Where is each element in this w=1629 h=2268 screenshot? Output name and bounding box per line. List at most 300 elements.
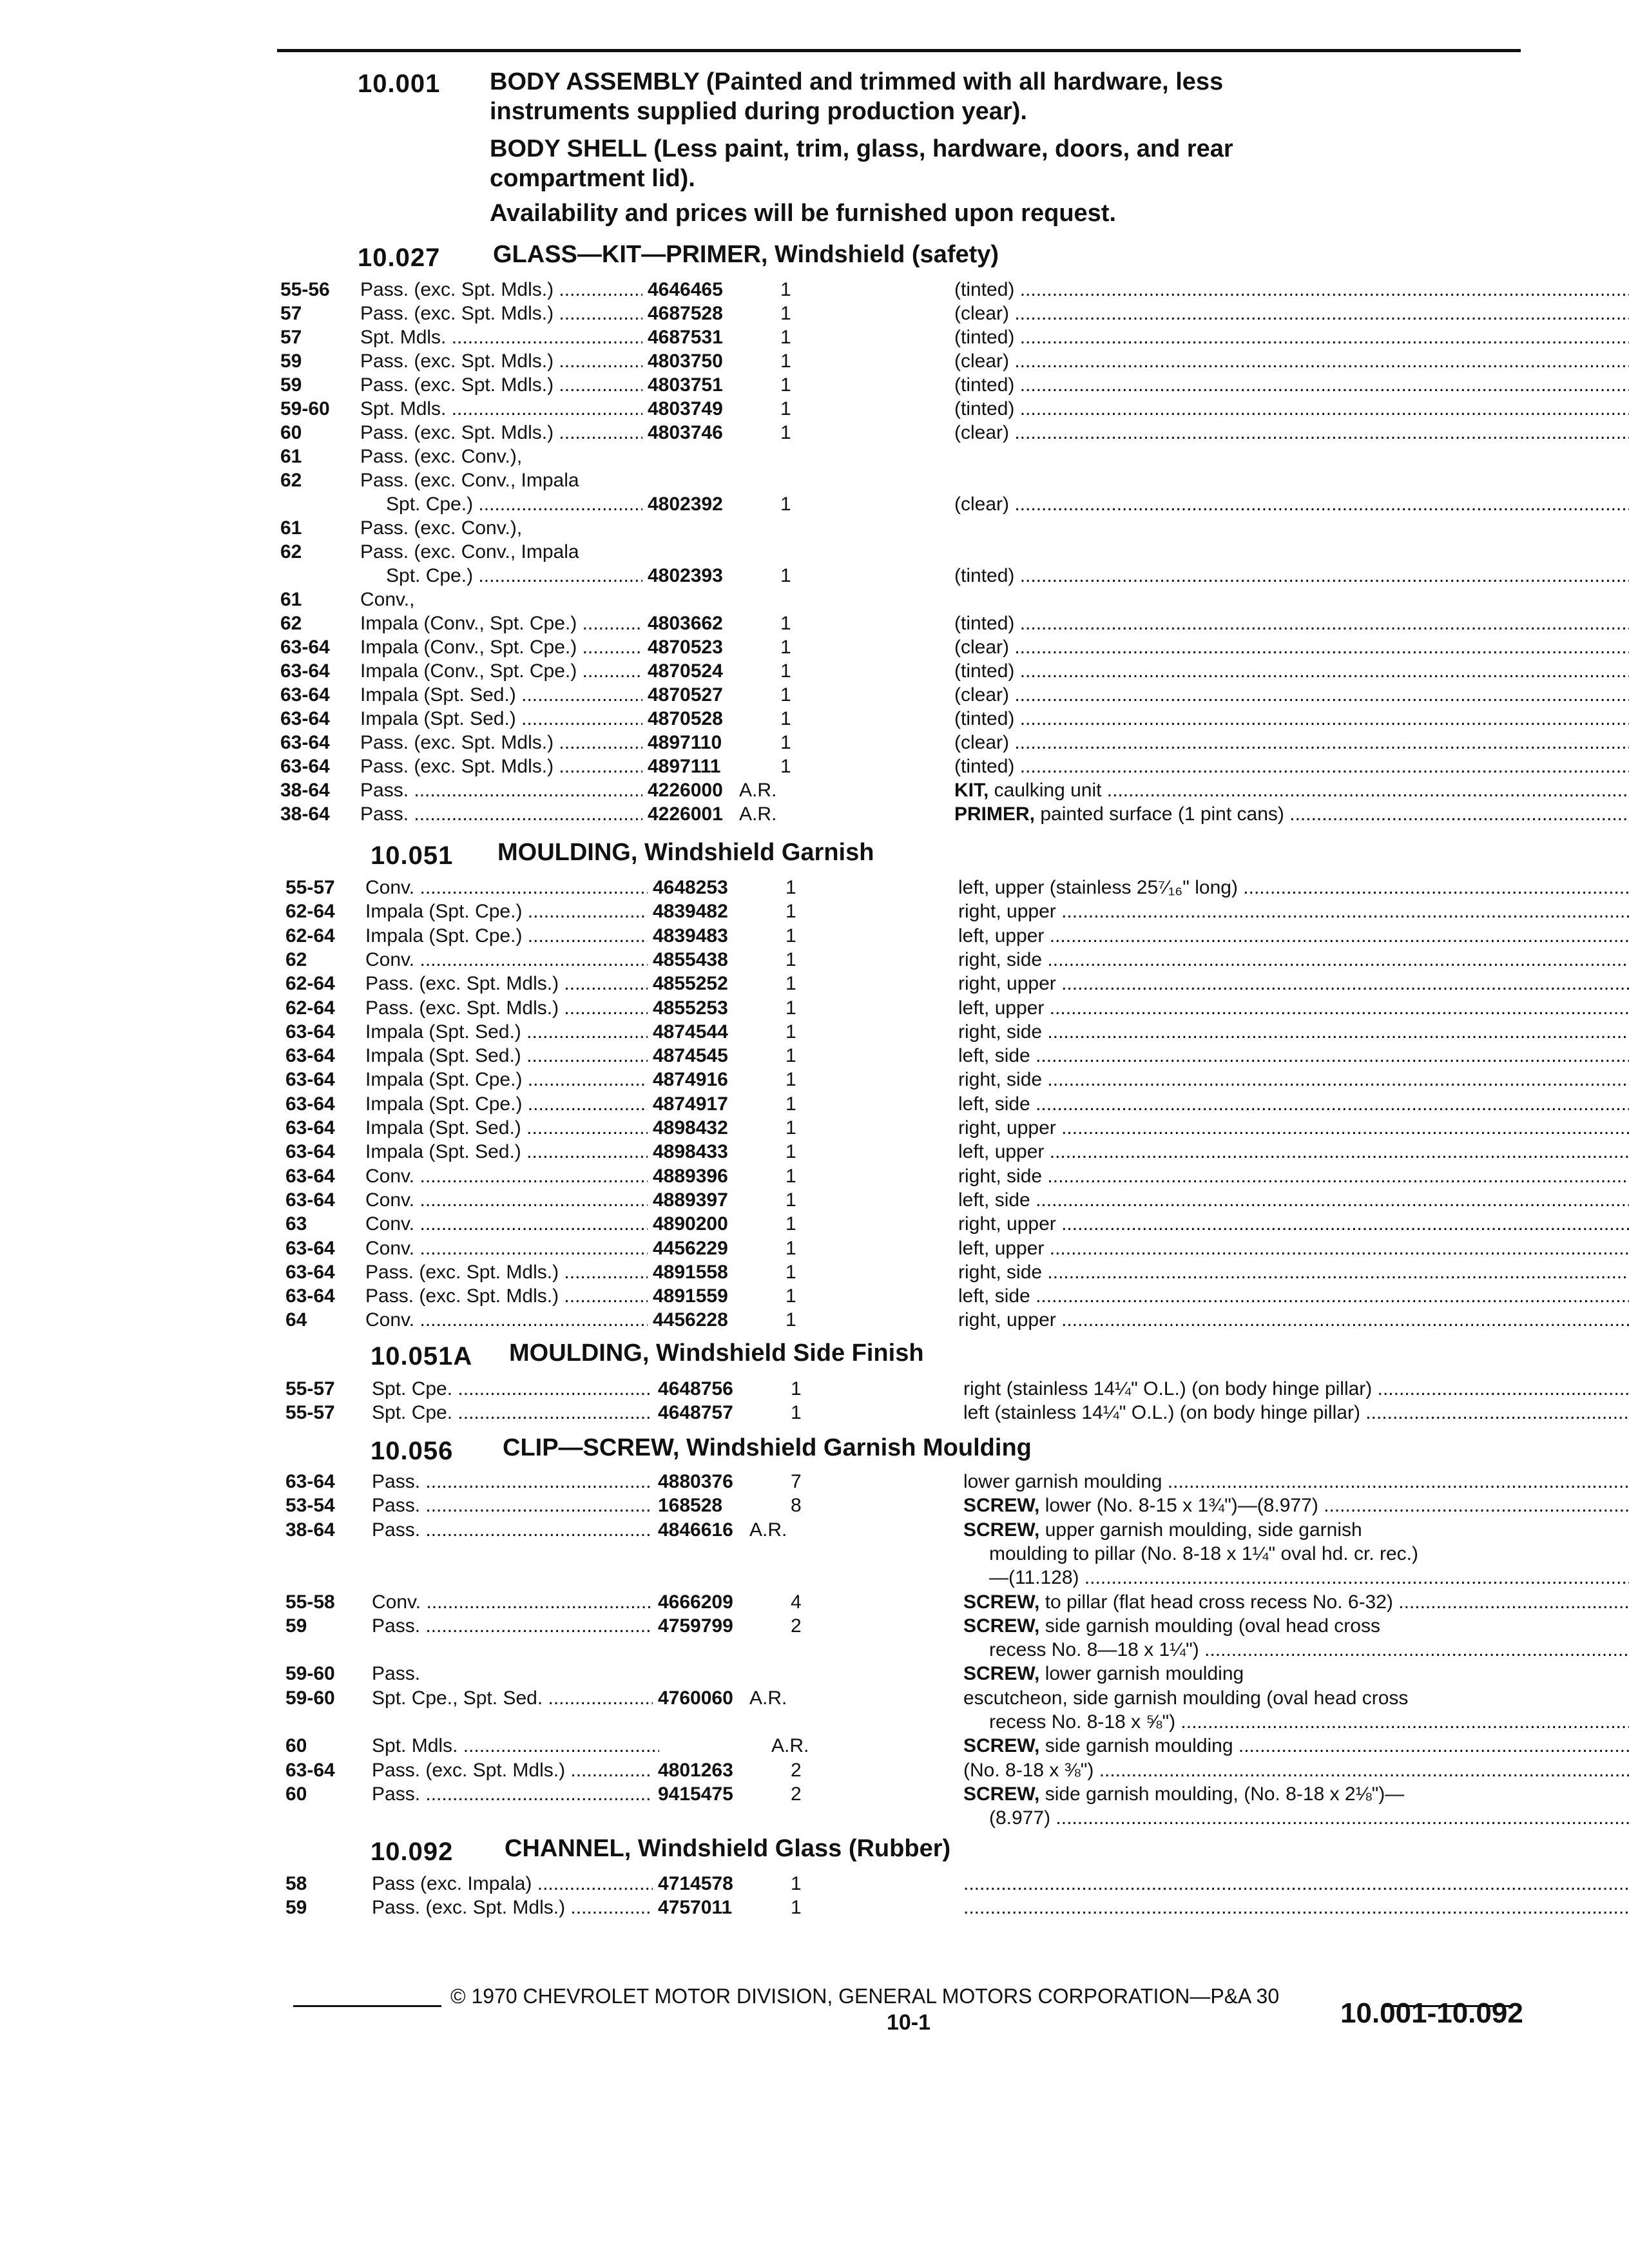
model-year: 64 [285, 1309, 307, 1331]
model-description: Conv. ..... [365, 1237, 654, 1260]
part-number: 4760060 [653, 1687, 733, 1710]
model-year: 59 [280, 374, 302, 396]
part-number: 4646465 [642, 278, 723, 302]
model-year: 63 [285, 1213, 307, 1235]
model-year: 60 [285, 1783, 307, 1805]
quantity: 1 [780, 660, 791, 682]
part-notes [963, 1896, 1629, 1919]
part-notes [963, 1591, 1629, 1614]
part-notes [958, 972, 1629, 995]
section-title: GLASS—KIT—PRIMER, Windshield (safety) [493, 241, 999, 268]
quantity: 1 [786, 1117, 796, 1139]
quantity: 2 [791, 1759, 802, 1781]
part-notes [958, 1068, 1629, 1091]
model-year: 63-64 [280, 684, 330, 706]
model-description: Pass. ..... [360, 779, 649, 802]
model-description: Conv. ..... [365, 876, 654, 899]
part-notes [954, 612, 1629, 635]
part-notes [954, 803, 1629, 826]
model-year: 53-54 [285, 1495, 335, 1517]
part-number: 4890200 [648, 1213, 728, 1236]
model-description: Conv. ..... [365, 1309, 654, 1332]
quantity: 4 [791, 1591, 802, 1613]
quantity: A.R. [771, 1735, 809, 1757]
part-number: 168528 [653, 1494, 722, 1517]
top-rule [277, 49, 1521, 52]
note-text: to pillar (flat head cross recess No. 6-32) [1039, 1591, 1393, 1613]
part-number: 4870528 [642, 707, 723, 731]
part-notes [958, 1117, 1629, 1140]
quantity: 7 [791, 1471, 802, 1492]
part-notes [954, 684, 1629, 707]
quantity: 1 [786, 877, 796, 898]
part-notes [958, 1261, 1629, 1284]
note-text: (clear) [954, 494, 1010, 515]
note-text: recess No. 8-18 x ⅝") [989, 1711, 1176, 1733]
section-title [490, 67, 1521, 126]
note-text: (clear) [954, 422, 1010, 443]
model-description: Impala (Spt. Sed.) ..... [365, 1044, 654, 1068]
model-year: 63-64 [285, 1471, 335, 1492]
part-notes [963, 1662, 1629, 1686]
note-text: lower garnish moulding [1039, 1663, 1244, 1685]
part-number: 4757011 [653, 1896, 732, 1919]
part-number: 4839483 [648, 925, 728, 948]
model-year: 63-64 [285, 1021, 335, 1043]
part-number: 4870527 [642, 684, 723, 707]
model-description: Impala (Spt. Cpe.) ..... [365, 1068, 654, 1091]
part-notes [958, 1093, 1629, 1116]
note-text: right, side [958, 948, 1043, 970]
footer-rule-left [293, 2005, 441, 2007]
part-number: 4839482 [648, 900, 728, 923]
part-number: 4803751 [642, 374, 723, 397]
part-number: 4889397 [648, 1189, 728, 1212]
model-year: 38-64 [280, 803, 330, 825]
part-notes [954, 731, 1629, 754]
note-text: painted surface (1 pint cans) [1035, 803, 1284, 825]
note-text: left, upper [958, 997, 1045, 1019]
part-notes [958, 1165, 1629, 1188]
note-text: caulking unit [988, 780, 1102, 801]
model-year: 63-64 [285, 1117, 335, 1139]
part-number: 4666209 [653, 1591, 733, 1614]
part-notes [958, 997, 1629, 1020]
model-description: Conv. ..... [372, 1591, 659, 1614]
model-description: Spt. Mdls. ..... [372, 1735, 659, 1758]
part-number: 4855438 [648, 948, 728, 972]
part-notes [958, 1021, 1629, 1044]
note-keyword: KIT, [954, 780, 989, 801]
model-description: Impala (Spt. Cpe.) ..... [365, 900, 654, 923]
section-number: 10.056 [371, 1437, 454, 1465]
part-notes [954, 374, 1629, 397]
quantity: 1 [786, 997, 796, 1019]
model-description: Spt. Mdls. ..... [360, 326, 649, 349]
note-text: (clear) [954, 351, 1010, 372]
part-number: 4759799 [653, 1615, 733, 1638]
part-notes [958, 900, 1629, 923]
part-number: 4802392 [642, 493, 723, 516]
quantity: 1 [780, 374, 791, 396]
quantity: 1 [786, 1261, 796, 1283]
model-description: Spt. Cpe.) ..... [386, 564, 649, 588]
part-notes [989, 1542, 1629, 1566]
model-description: Pass. ..... [372, 1519, 659, 1542]
section-number: 10.051 [371, 841, 454, 870]
note-text: right, upper [958, 1309, 1056, 1331]
model-year: 62-64 [285, 997, 335, 1019]
model-description: Conv. ..... [365, 1189, 654, 1212]
note-text: (tinted) [954, 565, 1015, 586]
part-number: 4870523 [642, 636, 723, 659]
note-keyword: PRIMER, [954, 803, 1036, 825]
parts-row [280, 469, 1629, 492]
model-description: Conv., [360, 589, 415, 610]
model-description: Conv. ..... [365, 1213, 654, 1236]
quantity: 1 [780, 494, 791, 515]
model-year: 62-64 [285, 925, 335, 947]
part-number: 4897110 [642, 731, 722, 754]
model-year: 55-57 [285, 1402, 335, 1423]
note-text: left, side [958, 1189, 1030, 1211]
note-keyword: SCREW, [963, 1735, 1040, 1757]
part-number: 4898433 [648, 1140, 728, 1164]
note-text: right, side [958, 1069, 1043, 1091]
section-range: 10.001-10.092 [1340, 1997, 1523, 2029]
part-notes [954, 636, 1629, 659]
part-number: 4874545 [648, 1044, 728, 1068]
note-text: left, upper [958, 1237, 1045, 1259]
model-description: Pass. ..... [360, 803, 649, 826]
part-notes [963, 1783, 1629, 1806]
quantity: 1 [786, 1213, 796, 1235]
model-description: Pass. (exc. Spt. Mdls.) ..... [360, 374, 649, 397]
model-description: Impala (Conv., Spt. Cpe.) ..... [360, 636, 649, 659]
note-text: (clear) [954, 684, 1010, 706]
quantity: A.R. [749, 1687, 787, 1709]
model-description: Pass. (exc. Spt. Mdls.) ..... [365, 972, 654, 995]
part-number: 4874544 [648, 1021, 728, 1044]
quantity: 1 [786, 1069, 796, 1091]
note-line: BODY SHELL (Less paint, trim, glass, hardware, doors, and rear [490, 135, 1233, 162]
model-year: 62 [280, 541, 302, 562]
model-description: Spt. Mdls. ..... [360, 398, 649, 421]
quantity: 1 [780, 398, 791, 419]
part-notes [989, 1639, 1629, 1662]
quantity: 1 [791, 1402, 802, 1423]
part-notes [958, 1044, 1629, 1068]
part-number: 4648253 [648, 876, 728, 899]
note-text: moulding to pillar (No. 8-18 x 1¼" oval hd. cr. rec.) [989, 1542, 1418, 1564]
part-notes [963, 1759, 1629, 1782]
model-year: 63-64 [285, 1165, 335, 1187]
quantity: 1 [786, 1093, 796, 1115]
model-year: 63-64 [280, 732, 330, 753]
part-number: 4870524 [642, 660, 723, 683]
availability-note: Availability and prices will be furnished upon request. [490, 200, 1117, 227]
part-notes [989, 1807, 1629, 1830]
note-text: side garnish moulding (oval head cross [1039, 1615, 1380, 1637]
note-text: left, upper [958, 925, 1045, 947]
part-number: 4648756 [653, 1378, 733, 1401]
model-year: 55-56 [280, 279, 330, 300]
note-text: right, upper [958, 973, 1056, 995]
section-number: 10.027 [358, 244, 441, 272]
model-year: 60 [285, 1735, 307, 1757]
part-number: 4889396 [648, 1165, 728, 1188]
quantity: 2 [791, 1615, 802, 1637]
part-notes [954, 660, 1629, 683]
part-notes [958, 1237, 1629, 1260]
part-number: 4801263 [653, 1759, 733, 1782]
quantity: A.R. [739, 780, 777, 801]
quantity: 1 [780, 351, 791, 372]
part-number: 4687531 [642, 326, 723, 349]
parts-row [280, 445, 1629, 468]
part-notes [958, 876, 1629, 899]
model-description: Pass. (exc. Spt. Mdls.) ..... [360, 731, 649, 754]
model-description: Conv. ..... [365, 948, 654, 972]
model-description: Pass. (exc. Spt. Mdls.) ..... [365, 997, 654, 1020]
note-text: (No. 8-18 x ⅜") [963, 1759, 1094, 1781]
part-notes [958, 1140, 1629, 1164]
part-notes [963, 1735, 1629, 1758]
quantity: 1 [786, 948, 796, 970]
model-year: 63-64 [280, 660, 330, 682]
part-number: 4226001 [642, 803, 723, 826]
quantity: 1 [786, 1141, 796, 1163]
section-note [490, 134, 1521, 193]
note-text: (tinted) [954, 398, 1015, 419]
part-number: 4855252 [648, 972, 728, 995]
model-year: 62 [280, 613, 302, 634]
part-number: 4898432 [648, 1117, 728, 1140]
model-description: Pass. ..... [372, 1615, 659, 1638]
quantity: 1 [780, 637, 791, 658]
quantity: 1 [786, 1237, 796, 1259]
model-year: 55-57 [285, 877, 335, 898]
model-description: Spt. Cpe.) ..... [386, 493, 649, 516]
model-description: Impala (Spt. Sed.) ..... [365, 1140, 654, 1164]
model-description: Impala (Spt. Sed.) ..... [365, 1117, 654, 1140]
parts-row [280, 588, 1629, 611]
model-year: 38-64 [280, 780, 330, 801]
quantity: 1 [791, 1897, 802, 1918]
model-year: 58 [285, 1873, 307, 1894]
parts-row [280, 517, 1629, 540]
note-text: (tinted) [954, 613, 1015, 634]
part-notes [963, 1494, 1629, 1517]
part-number: 4874917 [648, 1093, 728, 1116]
model-year: 63-64 [285, 1069, 335, 1091]
model-description: Impala (Spt. Sed.) ..... [360, 684, 649, 707]
model-year: 63-64 [285, 1045, 335, 1067]
model-description: Spt. Cpe. ..... [372, 1401, 659, 1425]
model-year: 59-60 [285, 1663, 335, 1685]
quantity: 1 [786, 1189, 796, 1211]
model-year: 61 [280, 446, 302, 467]
part-notes [963, 1519, 1629, 1542]
model-description: Pass. ..... [372, 1470, 659, 1494]
quantity: 1 [786, 901, 796, 923]
part-notes [954, 493, 1629, 516]
parts-row [280, 541, 1629, 564]
quantity: 1 [791, 1378, 802, 1399]
part-number: 9415475 [653, 1783, 733, 1806]
part-number: 4456228 [648, 1309, 728, 1332]
section-title: CHANNEL, Windshield Glass (Rubber) [505, 1835, 951, 1862]
note-text: (tinted) [954, 660, 1015, 682]
title-line: instruments supplied during production year). [490, 98, 1027, 125]
quantity: 8 [791, 1495, 802, 1517]
part-number: 4803662 [642, 612, 723, 635]
quantity: 1 [780, 613, 791, 634]
section-number: 10.051A [371, 1342, 473, 1370]
part-number: 4897111 [642, 755, 720, 778]
model-description: Pass. (exc. Spt. Mdls.) ..... [360, 755, 649, 778]
quantity: 1 [791, 1873, 802, 1894]
part-notes [958, 1189, 1629, 1212]
part-number: 4803749 [642, 398, 723, 421]
model-description: Impala (Spt. Cpe.) ..... [365, 925, 654, 948]
note-text: left (stainless 14¼" O.L.) (on body hinge pillar) [963, 1402, 1360, 1423]
part-number: 4891559 [648, 1285, 728, 1308]
section-title: MOULDING, Windshield Garnish [497, 839, 874, 866]
model-year: 57 [280, 303, 302, 324]
part-number: 4802393 [642, 564, 723, 588]
model-year: 62 [285, 948, 307, 970]
part-notes [989, 1711, 1629, 1734]
quantity: 1 [780, 684, 791, 706]
model-description: Spt. Cpe., Spt. Sed. ..... [372, 1687, 659, 1710]
note-text: right, upper [958, 901, 1056, 923]
model-description: Impala (Spt. Sed.) ..... [360, 707, 649, 731]
model-description: Impala (Conv., Spt. Cpe.) ..... [360, 612, 649, 635]
note-text: (clear) [954, 303, 1010, 324]
note-keyword: SCREW, [963, 1615, 1040, 1637]
model-description: Pass. [372, 1663, 421, 1685]
part-notes [958, 1285, 1629, 1308]
note-text: upper garnish moulding, side garnish [1039, 1519, 1362, 1541]
model-year: 59 [285, 1615, 307, 1637]
note-text: (clear) [954, 637, 1010, 658]
quantity: 1 [786, 973, 796, 995]
part-number: 4855253 [648, 997, 728, 1020]
part-notes [954, 278, 1629, 302]
model-description: Impala (Spt. Cpe.) ..... [365, 1093, 654, 1116]
quantity: 2 [791, 1783, 802, 1805]
model-year: 55-57 [285, 1378, 335, 1399]
note-text: —(11.128) [989, 1567, 1079, 1589]
note-text: lower garnish moulding [963, 1471, 1162, 1492]
model-description: Pass. (exc. Spt. Mdls.) ..... [360, 350, 649, 373]
quantity: A.R. [749, 1519, 787, 1541]
quantity: 1 [786, 925, 796, 947]
model-year: 63-64 [285, 1261, 335, 1283]
model-year: 63-64 [285, 1093, 335, 1115]
model-year: 61 [280, 517, 302, 539]
part-number: 4456229 [648, 1237, 728, 1260]
part-notes [954, 350, 1629, 373]
model-year: 62-64 [285, 901, 335, 923]
model-year: 63-64 [280, 756, 330, 777]
quantity: 1 [786, 1021, 796, 1043]
part-notes [954, 755, 1629, 778]
note-text: left, upper [958, 1141, 1045, 1163]
model-description: Pass. ..... [372, 1783, 659, 1806]
model-year: 63-64 [280, 637, 330, 658]
part-notes [963, 1872, 1629, 1896]
note-text: right, side [958, 1165, 1043, 1187]
part-notes [954, 398, 1629, 421]
part-notes [963, 1615, 1629, 1638]
model-year: 63-64 [285, 1237, 335, 1259]
model-year: 63-64 [285, 1189, 335, 1211]
model-year: 57 [280, 327, 302, 348]
model-year: 62-64 [285, 973, 335, 995]
quantity: 1 [780, 565, 791, 586]
model-description: Pass (exc. Impala) ..... [372, 1872, 659, 1896]
model-year: 63-64 [285, 1141, 335, 1163]
part-notes [958, 925, 1629, 948]
quantity: 1 [786, 1309, 796, 1331]
note-text: right, upper [958, 1117, 1056, 1139]
note-text: left, side [958, 1045, 1030, 1067]
section-title: MOULDING, Windshield Side Finish [509, 1340, 924, 1367]
part-number: 4874916 [648, 1068, 728, 1091]
copyright-text: © 1970 CHEVROLET MOTOR DIVISION, GENERAL MOTORS CORPORATION—P&A 30 [450, 1984, 1280, 2008]
part-notes [954, 326, 1629, 349]
model-year: 60 [280, 422, 302, 443]
part-notes [963, 1401, 1629, 1425]
model-year: 63-64 [280, 708, 330, 729]
note-text: right, side [958, 1261, 1043, 1283]
part-notes [963, 1470, 1629, 1494]
model-year: 59 [280, 351, 302, 372]
model-year: 59-60 [280, 398, 330, 419]
note-line: compartment lid). [490, 165, 695, 192]
model-year: 61 [280, 589, 302, 610]
part-notes [958, 1213, 1629, 1236]
model-year: 62 [280, 470, 302, 491]
part-notes [958, 1309, 1629, 1332]
model-description: Pass. ..... [372, 1494, 659, 1517]
part-number: 4891558 [648, 1261, 728, 1284]
note-text: left, upper (stainless 25⁷⁄₁₆" long) [958, 877, 1238, 898]
model-description: Pass. (exc. Spt. Mdls.) ..... [365, 1261, 654, 1284]
note-text: (tinted) [954, 279, 1015, 300]
model-description: Pass. (exc. Conv., Impala [360, 541, 579, 562]
model-description: Pass. (exc. Spt. Mdls.) ..... [365, 1285, 654, 1308]
quantity: 1 [786, 1285, 796, 1307]
model-description: Pass. (exc. Spt. Mdls.) ..... [360, 421, 649, 445]
quantity: 1 [780, 756, 791, 777]
quantity: 1 [780, 708, 791, 729]
note-text: side garnish moulding [1039, 1735, 1233, 1757]
note-text: escutcheon, side garnish moulding (oval head cross [963, 1687, 1409, 1709]
model-year: 59 [285, 1897, 307, 1918]
note-text: right, side [958, 1021, 1043, 1043]
part-number: 4803746 [642, 421, 723, 445]
quantity: 1 [786, 1045, 796, 1067]
model-description: Impala (Spt. Sed.) ..... [365, 1021, 654, 1044]
section-title: CLIP—SCREW, Windshield Garnish Moulding [503, 1434, 1032, 1461]
part-number: 4226000 [642, 779, 723, 802]
quantity: 1 [780, 327, 791, 348]
note-text: (clear) [954, 732, 1010, 753]
note-keyword: SCREW, [963, 1591, 1040, 1613]
